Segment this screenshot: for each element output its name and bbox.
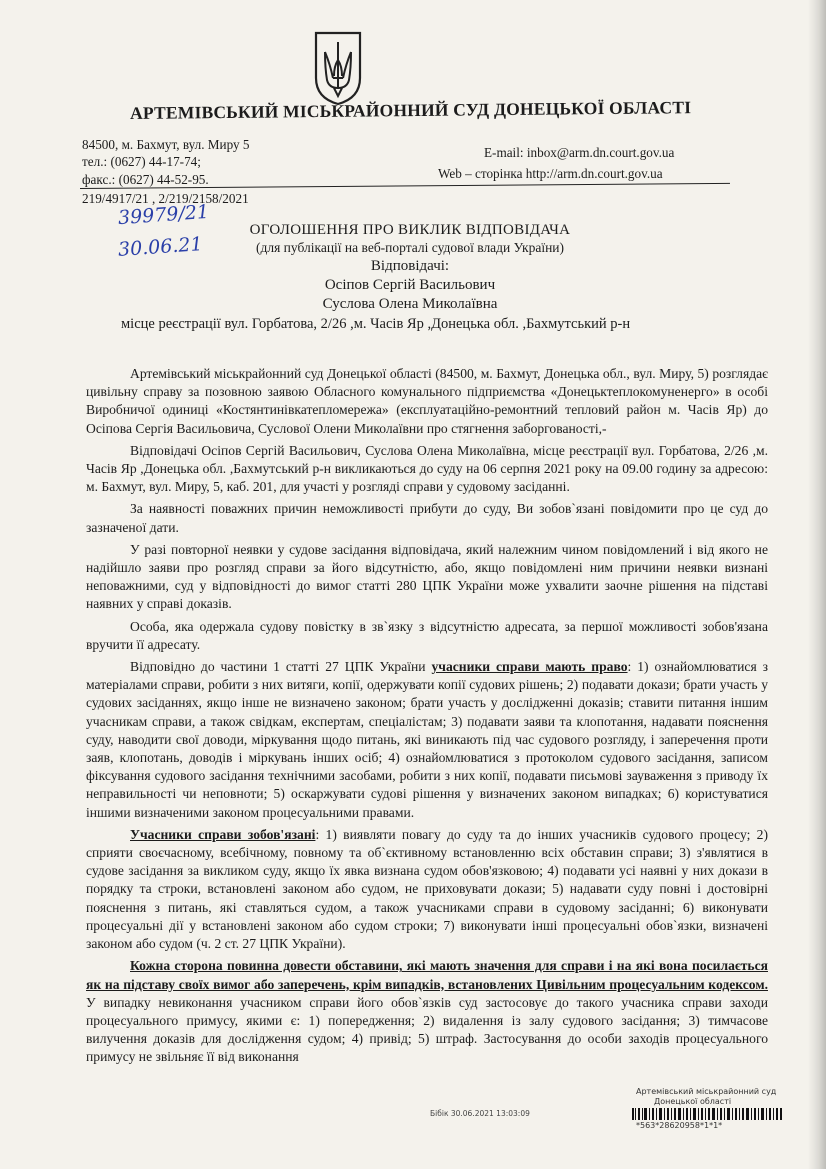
paragraph-case: Артемівський міськрайонний суд Донецької області (84500, м. Бахмут, Донецька обл., вул. Миру, 5) розглядає цивільну справу за позовною заявою Обласного комунального підприємства «Донецьктеплокомуненерго» в особі Виробничої одиниці «Костянтинівкатепломережа» (експлуатаційно-ремонтний тепловий район м. Часів Яр) до Осіпова Сергія Васильовича, Суслової Олени Миколаївни про стягнення заборгованості,- <box>86 366 768 436</box>
notice-body <box>86 365 768 1071</box>
rights-intro: Відповідно до частини 1 статті 27 ЦПК України <box>130 659 432 675</box>
court-fax: факс.: (0627) 44-52-95. <box>82 172 209 187</box>
handwritten-number: 39979/21 <box>117 200 210 230</box>
handwritten-date: 30.06.21 <box>117 233 204 261</box>
rights-heading: учасники справи мають право <box>431 659 628 675</box>
paragraph-notify: За наявності поважних причин неможливості прибути до суду, Ви зобов`язані повідомити про це суд до зазначеної дати. <box>86 501 768 535</box>
paragraph-absence: У разі повторної неявки у судове засідання відповідача, який належним чином повідомлений і від якого не надійшло заяви про розгляд справи за його відсутністю, або, якщо повідомлені ним причини неявки визнані неповажними, суд у відповідності до вимог статті 280 ЦПК України може ухвалити заочне рішення на підставі наявних у справі доказів. <box>86 541 768 612</box>
court-address: 84500, м. Бахмут, вул. Миру 5 <box>82 137 250 152</box>
registration-stamp: Бібік 30.06.2021 13:03:09 <box>430 1109 530 1118</box>
duties-list: : 1) виявляти повагу до суду та до інших учасників судового процесу; 2) сприяти своєчасному, всебічному, повному та об`єктивному встановленню всіх обставин справи; 3) з'являтися в судове засідання за викликом суду, якщо їх явка визнана судом обов'язковою; 4) подавати усі наявні у них докази в порядку та строки, встановлені законом або судом, не приховувати докази; 5) надавати суду повні і достовірні пояснення з питань, які ставляться судом, а також учасниками справи в судовому засіданні; 6) виконувати процесуальні дії у встановлені законом або судом строки; 7) виконувати інші процесуальні обов`язки, визначені законом або судом (ч. 2 ст. 27 ЦПК України). <box>86 826 768 952</box>
rights-list: : 1) ознайомлюватися з матеріалами справи, робити з них витяги, копії, одержувати копії судових рішень; 2) подавати докази; брати участь у судових засіданнях, якщо інше не визначено законом; брати участь у дослідженні доказів; ставити питання іншим учасникам справи, а також свідкам, експертам, спеціалістам; 3) подавати заяви та клопотання, надавати пояснення суду, наводити свої доводи, міркування щодо питань, які виникають під час судового розгляду, і заперечення проти заяв, клопотань, доводів і міркувань інших осіб; 4) ознайомлюватися з протоколом судового засідання, записом фіксування судового засідання технічними засобами, робити з них копії, подавати письмові зауваження з приводу їх неправильності чи неповноти; 5) оскаржувати судові рішення у визначених законом випадках; 6) користуватися іншими визначеними законом процесуальними правами. <box>86 659 768 820</box>
defendants-label: Відповідачі: <box>370 258 450 274</box>
registration-address: місце реєстрації вул. Горбатова, 2/26 ,м. Часів Яр ,Донецька обл. ,Бахмутський р-н <box>121 316 631 332</box>
paragraph-delivery: Особа, яка одержала судову повістку в зв`язку з відсутністю адресата, за першої можливості зобов'язана вручити її адресату. <box>86 618 768 652</box>
coat-of-arms-icon <box>313 30 363 106</box>
barcode-number: *563*28620958*1*1* <box>636 1121 723 1130</box>
duties-heading: Учасники справи зобов'язані <box>130 826 316 842</box>
notice-subtitle: (для публікації на веб-порталі судової влади України) <box>255 240 565 255</box>
defendant-2: Суслова Олена Миколаївна <box>322 296 498 312</box>
defendant-1: Осіпов Сергій Васильович <box>324 277 496 293</box>
page-edge-shadow <box>808 0 826 1169</box>
court-website: Web – сторінка http://arm.dn.court.gov.ua <box>438 166 663 181</box>
sanctions-text: У випадку невиконання учасником справи його обов`язків суд застосовує до такого учасника справи заходи процесуального примусу, якими є: 1) попередження; 2) видалення із залу судового засідання; 3) тимчасове вилучення доказів для дослідження судом; 4) привід; 5) штраф. Застосування до особи заходів процесуального примусу не звільняє її від виконання <box>86 994 768 1065</box>
stamp-court-name: Артемівський міськрайонний суд <box>636 1087 777 1096</box>
case-numbers: 219/4917/21 , 2/219/2158/2021 <box>82 191 249 206</box>
proof-statement: Кожна сторона повинна довести обставини, які мають значення для справи і на які вона посилається як на підставу своїх вимог або заперечень, крім випадків, встановлених Цивільним процесуальним кодексом. <box>86 958 768 992</box>
paragraph-duties <box>86 826 768 953</box>
court-name: АРТЕМІВСЬКИЙ МІСЬКРАЙОННИЙ СУД ДОНЕЦЬКОЇ ОБЛАСТІ <box>130 97 692 123</box>
paragraph-rights <box>86 658 768 822</box>
paragraph-proof <box>86 957 768 1066</box>
court-phone: тел.: (0627) 44-17-74; <box>82 154 201 169</box>
notice-title: ОГОЛОШЕННЯ ПРО ВИКЛИК ВІДПОВІДАЧА <box>249 222 571 238</box>
court-email: E-mail: inbox@arm.dn.court.gov.ua <box>484 145 675 160</box>
barcode-image <box>632 1108 782 1120</box>
paragraph-summons: Відповідачі Осіпов Сергій Васильович, Суслова Олена Миколаївна, місце реєстрації вул. Горбатова, 2/26 ,м. Часів Яр ,Донецька обл. ,Бахмутський р-н викликаються до суду на 06 серпня 2021 року на 09.00 годину за адресою: м. Бахмут, вул. Миру, 5, каб. 201, для участі у розгляді справи у судовому засіданні. <box>86 442 768 495</box>
stamp-region: Донецької області <box>654 1097 732 1106</box>
